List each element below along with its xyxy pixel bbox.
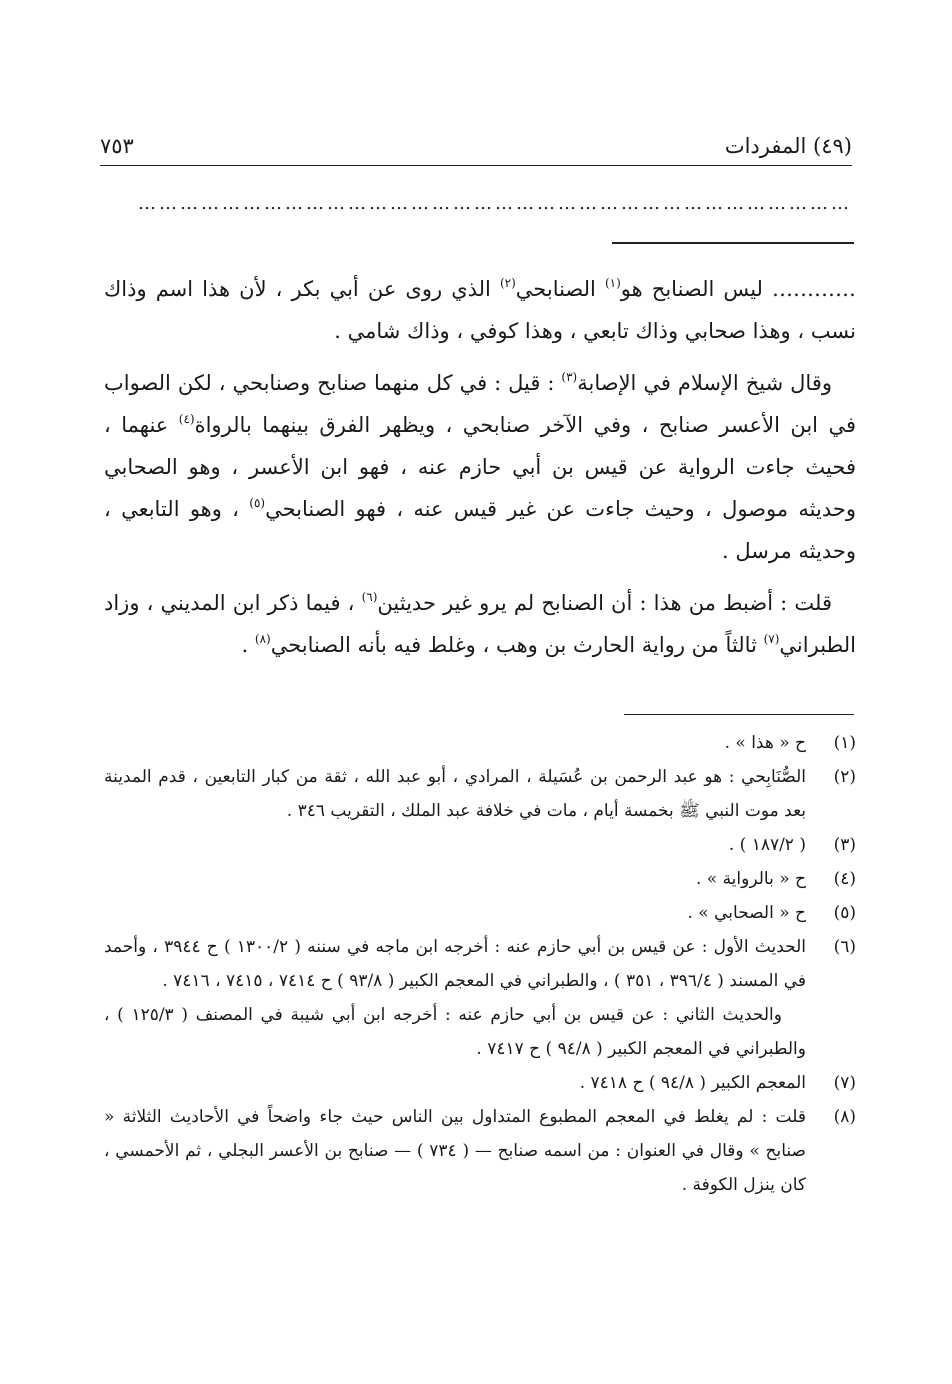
text-segment: عنهما ، فحيث جاءت الرواية عن قيس بن أبي حازم عنه ، فهو ابن الأعسر ، وهو الصحابي وحديثه موصول ، وحيث جاءت عن غير قيس عنه ، فهو الصنابحي [104, 413, 856, 521]
footnote-marker: (٥) [249, 496, 266, 510]
footnote-text: المعجم الكبير ( ٩٤/٨ ) ح ٧٤١٨ . [579, 1073, 806, 1093]
footnote [104, 862, 856, 896]
footnote-marker: (٧) [763, 632, 780, 646]
footnote-marker: (٨) [254, 632, 271, 646]
text-segment: ثالثاً من رواية الحارث بن وهب ، وغلط فيه بأنه الصنابحي [270, 633, 764, 657]
footnote [104, 896, 856, 930]
footnote-number: (٥) [833, 903, 856, 923]
footnote-number: (٤) [833, 869, 856, 889]
text-segment: ، فيما ذكر ابن المديني ، وزاد الطبراني [104, 591, 856, 657]
footnote [104, 930, 856, 998]
footnote-text: الحديث الأول : عن قيس بن أبي حازم عنه : أخرجه ابن ماجه في سننه ( ١٣٠٠/٢ ) ح ٣٩٤٤ ، وأحمد في المسند ( ٣٩٦/٤ ، ٣٥١ ) ، والطبراني في المعجم الكبير ( ٩٣/٨ ) ح ٧٤١٤ ، ٧٤١٥ ، ٧٤١٦ . [104, 937, 806, 991]
page-number: ٧٥٣ [100, 134, 134, 158]
footnote-marker: (١) [604, 276, 621, 290]
footnote-text: قلت : لم يغلط في المعجم المطبوع المتداول بين الناس حيث جاء واضحاً في الأحاديث الثلاثة « صنابح » وقال في العنوان : من اسمه صنابح — ( ٧٣٤ ) — صنابح بن الأعسر البجلي ، ثم الأحمسي ، كان ينزل الكوفة . [104, 1107, 806, 1195]
footnote-marker: (٦) [361, 590, 378, 604]
footnote-number: (٧) [833, 1073, 856, 1093]
footnote-marker: (٣) [561, 370, 578, 384]
text-segment: ، وهو التابعي ، وحديثه مرسل . [104, 497, 856, 563]
footnote-number: (٣) [833, 835, 856, 855]
paragraph [104, 362, 856, 572]
footnote-continuation: والحديث الثاني : عن قيس بن أبي حازم عنه : أخرجه ابن أبي شيبة في المصنف ( ١٢٥/٣ ) ، والطبراني في المعجم الكبير ( ٩٤/٨ ) ح ٧٤١٧ . [104, 1005, 806, 1059]
footnote [104, 1100, 856, 1202]
footnote-text: الصُّنَابِحي : هو عبد الرحمن بن عُسَيلة ، المرادي ، أبو عبد الله ، ثقة من كبار التابعين ، قدم المدينة بعد موت النبي ﷺ بخمسة أيام ، مات في خلافة عبد الملك ، التقريب ٣٤٦ . [104, 767, 806, 821]
footnote-marker: (٢) [499, 276, 516, 290]
text-segment: وقال شيخ الإسلام في الإصابة [577, 371, 832, 395]
footnote-marker: (٤) [178, 412, 195, 426]
footnote-text: ح « الصحابي » . [687, 903, 806, 923]
chapter-title: (٤٩) المفردات [724, 134, 852, 158]
text-segment: . [241, 633, 255, 657]
text-segment: قلت : أضبط من هذا : أن الصنابح لم يرو غير حديثين [377, 591, 832, 615]
footnote [104, 828, 856, 862]
omission-dots: ………………………………………………………………………………………… [138, 193, 852, 211]
text-segment: : قيل : في كل منهما صنابح وصنابحي ، لكن الصواب في ابن الأعسر صنابح ، وفي الآخر صنابحي ، ويظهر الفرق بينهما بالرواة [104, 371, 856, 437]
footnote-text: ح « بالرواية » . [695, 869, 806, 889]
footnote [104, 760, 856, 828]
footnote-number: (٢) [833, 767, 856, 787]
text-segment: الصنابحي [515, 277, 605, 301]
main-text [104, 268, 856, 676]
footnote [104, 1066, 856, 1100]
section-rule [612, 242, 854, 244]
footnote-number: (١) [833, 733, 856, 753]
footnote-rule [624, 714, 854, 715]
paragraph [104, 268, 856, 352]
footnote [104, 726, 856, 760]
footnotes [104, 726, 856, 1202]
footnote-number: (٦) [833, 937, 856, 957]
footnote-text: ( ١٨٧/٢ ) . [728, 835, 806, 855]
text-segment: الذي روى عن أبي بكر ، لأن هذا اسم وذاك نسب ، وهذا صحابي وذاك تابعي ، وهذا كوفي ، وذاك شامي . [104, 277, 856, 343]
running-header [100, 128, 852, 164]
footnote-text: ح « هذا » . [724, 733, 806, 753]
footnote-number: (٨) [833, 1107, 856, 1127]
header-rule [100, 165, 852, 166]
text-segment: ………… ليس الصنابح هو [620, 277, 856, 301]
paragraph [104, 582, 856, 666]
